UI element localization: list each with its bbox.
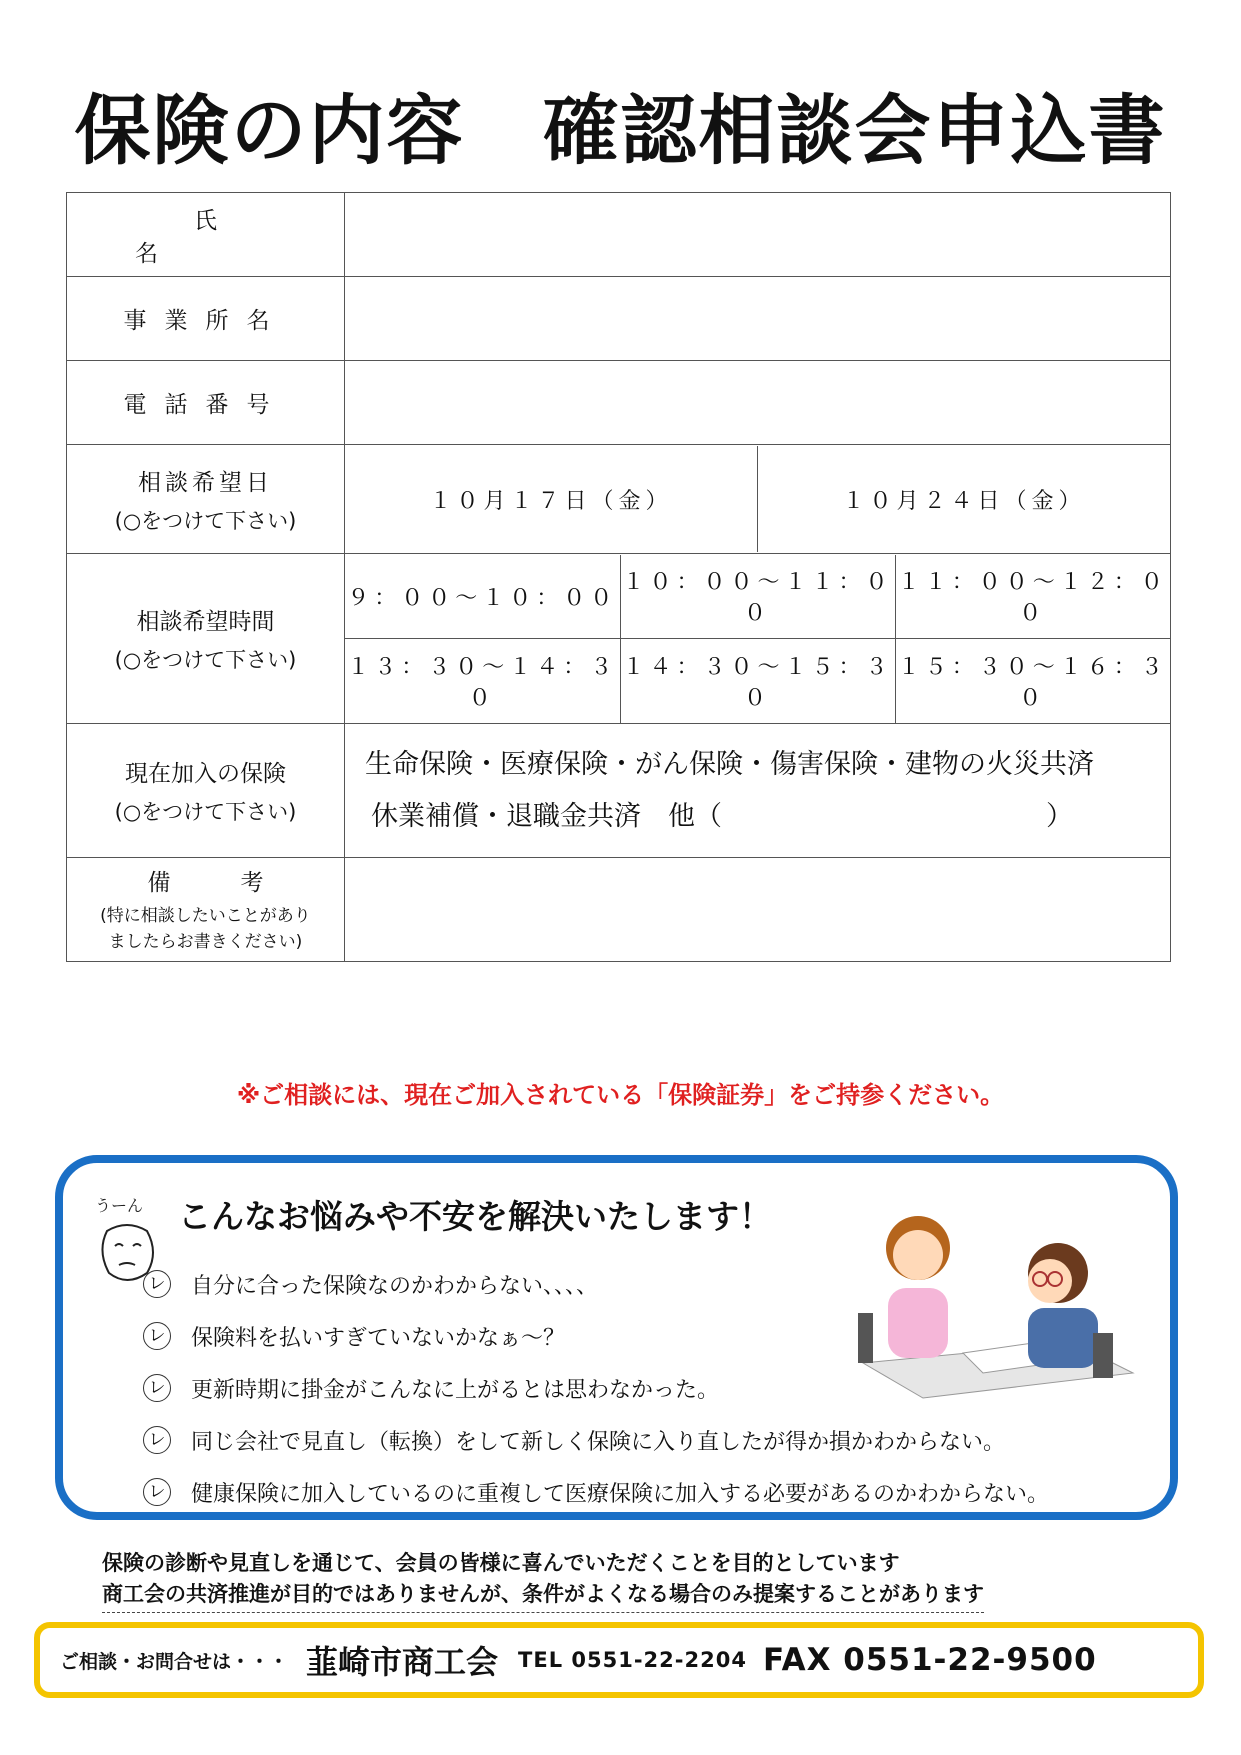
time-option[interactable]: ９：００〜１０：００ (345, 555, 620, 639)
check-icon: レ (143, 1426, 171, 1454)
concerns-heading: こんなお悩みや不安を解決いたします！ (178, 1197, 772, 1236)
date-row (67, 445, 1171, 554)
time-note: (○をつけて下さい) (114, 648, 297, 672)
office-row (67, 277, 1171, 361)
phone-row (67, 361, 1171, 445)
list-item: レ 健康保険に加入しているのに重複して医療保険に加入する必要があるのかわからない。 (143, 1466, 1049, 1518)
fax-number: FAX 0551-22-9500 (762, 1642, 1097, 1678)
check-icon: レ (143, 1270, 171, 1298)
concerns-box (55, 1155, 1178, 1520)
contact-footer (34, 1622, 1204, 1698)
check-icon: レ (143, 1374, 171, 1402)
list-item: レ 更新時期に掛金がこんなに上がるとは思わなかった。 (143, 1362, 1049, 1414)
face-text: うーん (95, 1196, 144, 1215)
insurance-options-line1[interactable]: 生命保険・医療保険・がん保険・傷害保険・建物の火災共済 (365, 748, 1094, 780)
office-field[interactable] (345, 277, 1171, 361)
date-option-2[interactable]: １０月２４日（金） (842, 488, 1086, 514)
contact-lead: ご相談・お問合せは・・・ (60, 1650, 289, 1673)
name-row (67, 193, 1171, 277)
time-row (67, 554, 1171, 724)
purpose-line-1: 保険の診断や見直しを通じて、会員の皆様に喜んでいただくことを目的としています (102, 1551, 900, 1575)
name-field[interactable] (345, 193, 1171, 277)
insurance-note: (○をつけて下さい) (114, 800, 297, 824)
time-label: 相談希望時間 (136, 609, 275, 635)
insurance-options-line2[interactable]: 休業補償・退職金共済 他（ ） (371, 800, 1073, 832)
consultation-illustration (843, 1203, 1143, 1403)
check-icon: レ (143, 1322, 171, 1350)
check-icon: レ (143, 1478, 171, 1506)
remarks-note-2: ましたらお書きください) (108, 932, 303, 952)
list-item: レ 同じ会社で見直し（転換）をして新しく保険に入り直したが得か損かわからない。 (143, 1414, 1049, 1466)
list-item: レ 自分に合った保険なのかわからない、、、、 (143, 1258, 1049, 1310)
phone-label: 電話番号 (67, 361, 345, 445)
remarks-row (67, 858, 1171, 962)
phone-field[interactable] (345, 361, 1171, 445)
office-label: 事業所名 (67, 277, 345, 361)
time-option[interactable]: １５：３０〜１６：３０ (895, 639, 1170, 723)
bring-policy-notice: ※ご相談には、現在ご加入されている「保険証券」をご持参ください。 (236, 1081, 1005, 1109)
time-options (345, 555, 1170, 723)
time-option[interactable]: １０：００〜１１：００ (620, 555, 895, 639)
date-note: (○をつけて下さい) (114, 508, 297, 533)
remarks-field[interactable] (345, 858, 1171, 962)
date-options (345, 446, 1170, 552)
application-form (66, 192, 1171, 962)
time-option[interactable]: １４：３０〜１５：３０ (620, 639, 895, 723)
tel-number[interactable]: TEL 0551-22-2204 (518, 1648, 747, 1672)
insurance-label: 現在加入の保険 (125, 761, 286, 787)
purpose-note (102, 1548, 984, 1613)
page-title: 保険の内容 確認相談会申込書 (74, 86, 1167, 175)
organization-name: 韮崎市商工会 (306, 1643, 499, 1681)
name-label: 氏名 (135, 207, 335, 267)
date-label: 相談希望日 (138, 469, 273, 496)
remarks-label: 備考 (147, 870, 334, 896)
time-option[interactable]: １３：３０〜１４：３０ (345, 639, 620, 723)
date-option-1[interactable]: １０月１７日（金） (345, 446, 758, 552)
remarks-note-1: (特に相談したいことがあり (100, 906, 311, 926)
insurance-row (67, 724, 1171, 858)
list-item: レ 保険料を払いすぎていないかなぁ〜？ (143, 1310, 1049, 1362)
time-option[interactable]: １１：００〜１２：００ (897, 570, 1168, 627)
purpose-line-2: 商工会の共済推進が目的ではありませんが、条件がよくなる場合のみ提案することがあります (102, 1579, 984, 1613)
